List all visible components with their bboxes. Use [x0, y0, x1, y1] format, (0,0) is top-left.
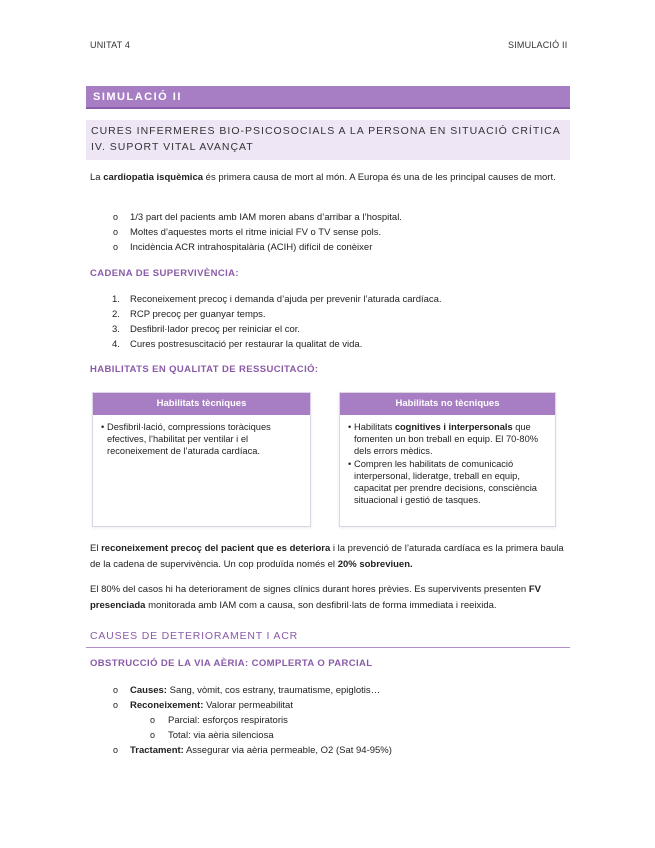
bullet-icon: o — [113, 242, 119, 252]
subtitle-line-1: CURES INFERMERES BIO-PSICOSOCIALS A LA PERSONA EN SITUACIÓ CRÍTICA — [91, 125, 561, 137]
list-item — [113, 698, 570, 713]
list-item — [130, 713, 570, 728]
list-item — [130, 728, 570, 743]
bullet-icon: o — [113, 227, 119, 237]
header-section: SIMULACIÓ II — [508, 40, 568, 50]
list-item — [112, 337, 570, 352]
bullet-icon: o — [150, 715, 156, 725]
list-number: 1. — [112, 294, 120, 305]
list-item — [113, 210, 570, 225]
nontechnical-skills-body — [340, 415, 555, 506]
para-text-mid: i la prevenció de l’aturada cardíaca es la primera baula de la cadena de supervivència. Un cop produïda només el — [90, 543, 564, 570]
obstruction-heading: OBSTRUCCIÓ DE LA VIA AÈRIA: COMPLERTA O PARCIAL — [90, 658, 373, 669]
list-item-text: 1/3 part del pacients amb IAM moren abans d’arribar a l’hospital. — [130, 212, 402, 223]
technical-skills-body — [93, 415, 310, 457]
intro-bold: cardiopatia isquèmica — [103, 172, 204, 183]
list-item — [112, 322, 570, 337]
list-item — [112, 292, 570, 307]
bullet-icon: • — [101, 422, 105, 432]
subtitle-line-2: IV. SUPORT VITAL AVANÇAT — [91, 141, 254, 153]
card-item-text: Habilitats — [354, 422, 395, 432]
card-item-text-end: que fomenten un bon treball en equip. El 70-80% dels errors mèdics. — [354, 422, 538, 456]
bullet-icon: o — [113, 745, 119, 755]
list-item — [112, 307, 570, 322]
list-item-text: Sang, vòmit, cos estrany, traumatisme, epiglotis… — [166, 685, 381, 696]
card-item-text: Desfibril·lació, compressions toràciques efectives, l’habilitat per ventilar i el reconeixement de l’aturada cardíaca. — [107, 422, 271, 456]
list-item-label: Causes: — [130, 685, 167, 696]
para-bold-end: 20% sobreviuen. — [337, 559, 413, 570]
intro-paragraph — [90, 170, 570, 186]
subtitle-box — [86, 120, 570, 160]
page-title: SIMULACIÓ II — [86, 86, 570, 109]
list-item-text: Parcial: esforços respiratoris — [168, 715, 288, 726]
bullet-icon: o — [113, 700, 119, 710]
list-item-text: Cures postresuscitació per restaurar la qualitat de vida. — [130, 339, 363, 350]
card-item — [101, 421, 302, 457]
para-bold: FV presenciada — [90, 584, 541, 611]
list-item-text: Moltes d’aquestes morts el ritme inicial FV o TV sense pols. — [130, 227, 382, 238]
bullet-icon: • — [348, 422, 352, 432]
obstruction-list — [113, 683, 570, 758]
intro-text-end: és primera causa de mort al món. A Europa és una de les principal causes de mort. — [203, 172, 556, 183]
header-unit: UNITAT 4 — [90, 40, 131, 50]
skills-heading: HABILITATS EN QUALITAT DE RESSUCITACIÓ: — [90, 364, 319, 375]
list-number: 4. — [112, 339, 120, 350]
bullet-icon: o — [113, 685, 119, 695]
list-item — [113, 683, 570, 698]
section-divider — [86, 647, 570, 648]
chain-heading: CADENA DE SUPERVIVÈNCIA: — [90, 268, 239, 279]
list-item-text: Reconeixement precoç i demanda d’ajuda per prevenir l’aturada cardíaca. — [130, 294, 442, 305]
causes-heading: CAUSES DE DETERIORAMENT I ACR — [90, 630, 298, 642]
bullet-icon: o — [150, 730, 156, 740]
para-text: El 80% del casos hi ha deteriorament de signes clínics durant hores prèvies. Es supervivents presenten — [90, 584, 529, 595]
card-item — [348, 458, 547, 506]
intro-bullet-list — [113, 210, 570, 255]
list-item-text: Incidència ACR intrahospitalària (ACIH) difícil de conèixer — [130, 242, 373, 253]
survival-paragraph — [90, 582, 570, 614]
chain-list — [112, 292, 570, 352]
recognition-paragraph — [90, 541, 570, 573]
list-item-text: Valorar permeabilitat — [203, 700, 293, 711]
para-bold: reconeixement precoç del pacient que es deteriora — [101, 543, 331, 554]
list-item-text: RCP precoç per guanyar temps. — [130, 309, 266, 320]
list-item-text: Desfibril·lador precoç per reiniciar el cor. — [130, 324, 301, 335]
list-item-text: Total: via aèria silenciosa — [168, 730, 274, 741]
list-item-label: Reconeixement: — [130, 700, 204, 711]
para-text: El — [90, 543, 102, 554]
list-item-label: Tractament: — [130, 745, 184, 756]
nontechnical-skills-title: Habilitats no tècniques — [340, 393, 555, 415]
para-text-end: monitorada amb IAM com a causa, son desfibril·lats de forma immediata i reeixida. — [145, 600, 497, 611]
bullet-icon: • — [348, 459, 352, 469]
list-number: 2. — [112, 309, 120, 320]
card-item-bold: cognitives i interpersonals — [394, 422, 513, 432]
nontechnical-skills-card — [339, 392, 556, 527]
technical-skills-title: Habilitats tècniques — [93, 393, 310, 415]
list-item — [113, 225, 570, 240]
bullet-icon: o — [113, 212, 119, 222]
list-item-text: Assegurar via aèria permeable, O2 (Sat 94-95%) — [183, 745, 392, 756]
technical-skills-card — [92, 392, 311, 527]
intro-text: La — [90, 172, 104, 183]
list-number: 3. — [112, 324, 120, 335]
card-item-text: Compren les habilitats de comunicació interpersonal, lideratge, treball en equip, capacitat per prendre decisions, consciència situacional i gestió de tasques. — [354, 459, 537, 505]
card-item — [348, 421, 547, 457]
list-item — [113, 743, 570, 758]
list-item — [113, 240, 570, 255]
